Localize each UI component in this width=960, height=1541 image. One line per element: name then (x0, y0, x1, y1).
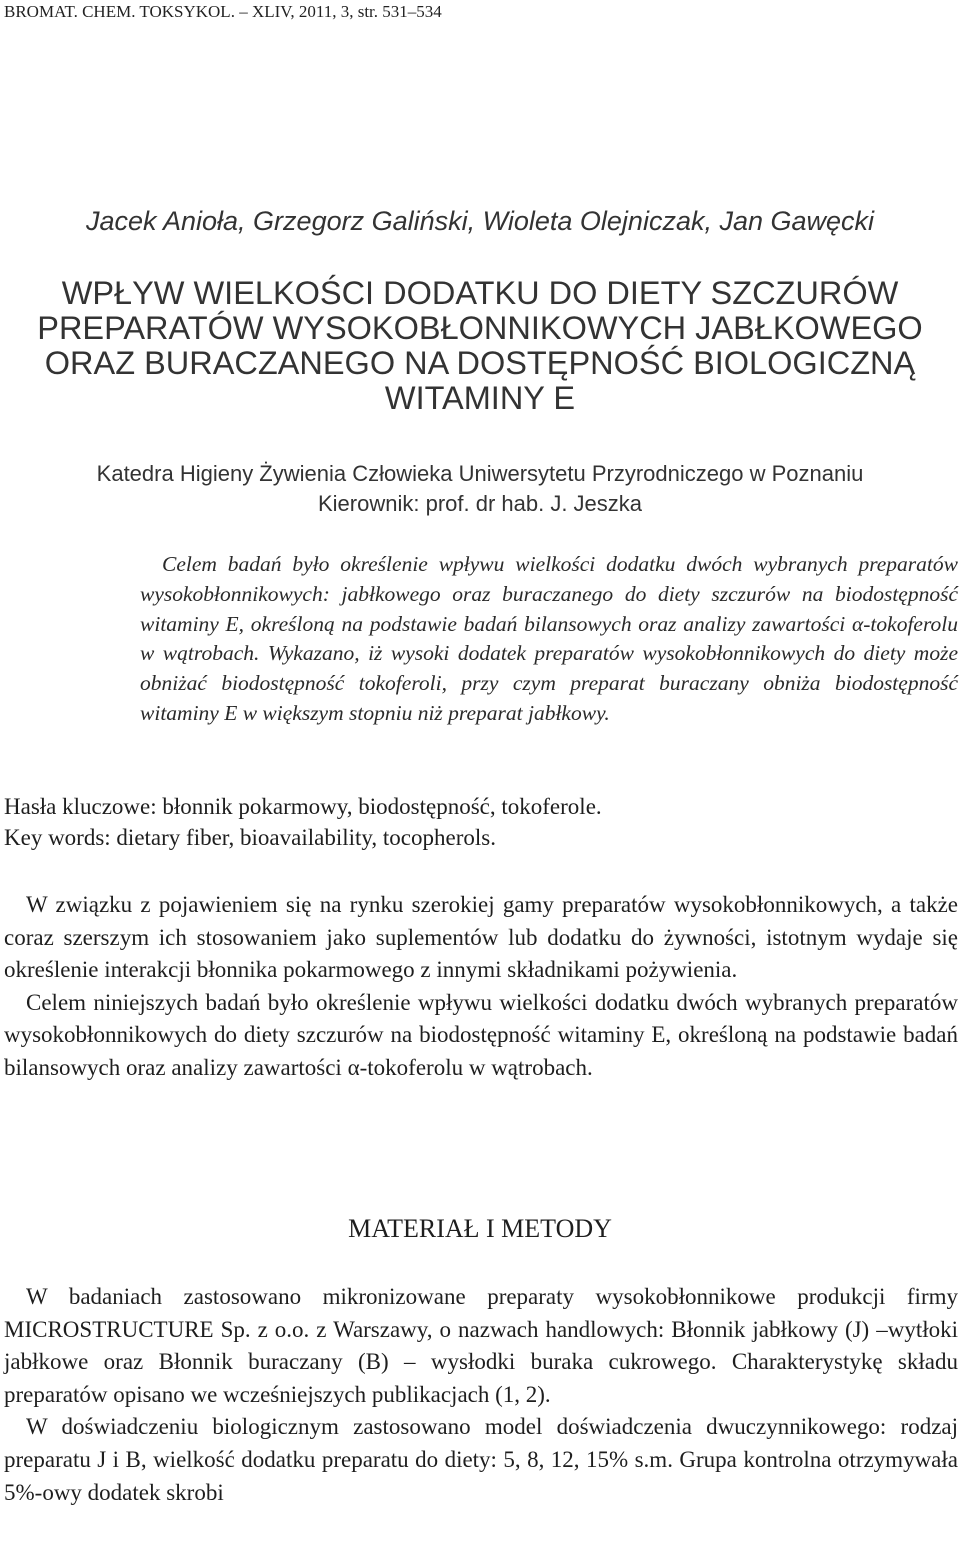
section-heading-methods: MATERIAŁ I METODY (348, 1214, 612, 1243)
abstract-text: Celem badań było określenie wpływu wielkości dodatku dwóch wybranych preparatów wysokobłonnikowych: jabłkowego oraz buraczanego do diety szczurów na biodostępność witaminy E, określoną na podstawie badań bilansowych oraz analizy zawartości α-tokoferolu w wątrobach. Wykazano, iż wysoki dodatek preparatów wysokobłonnikowych do diety może obniżać biodostępność tokoferoli, przy czym preparat buraczany obniża biodostępność witaminy E w większym stopniu niż preparat jabłkowy. (140, 552, 958, 725)
methods-section (4, 1281, 958, 1509)
paragraph: Celem niniejszych badań było określenie wpływu wielkości dodatku dwóch wybranych preparatów wysokobłonnikowych do diety szczurów na biodostępność witaminy E, określoną na podstawie badań bilansowych oraz analizy zawartości α-tokoferolu w wątrobach. (4, 989, 958, 1080)
keywords-polish: Hasła kluczowe: błonnik pokarmowy, biodostępność, tokoferole. (4, 794, 602, 819)
title-line: WITAMINY E (384, 380, 576, 416)
title-line: PREPARATÓW WYSOKOBŁONNIKOWYCH JABŁKOWEGO (37, 310, 923, 346)
journal-header: BROMAT. CHEM. TOKSYKOL. – XLIV, 2011, 3, str. 531–534 (4, 2, 442, 21)
keywords-english: Key words: dietary fiber, bioavailability, tocopherols. (4, 825, 496, 850)
paragraph: W badaniach zastosowano mikronizowane preparaty wysokobłonnikowe produkcji firmy MICROSTRUCTURE Sp. z o.o. z Warszawy, o nazwach handlowych: Błonnik jabłkowy (J) –wytłoki jabłkowe oraz Błonnik buraczany (B) – wysłodki buraka cukrowego. Charakterystykę składu preparatów opisano we wcześniejszych publikacjach (1, 2). (4, 1284, 958, 1407)
title-line: WPŁYW WIELKOŚCI DODATKU DO DIETY SZCZURÓW (61, 275, 899, 311)
keywords (4, 791, 954, 853)
title-line: ORAZ BURACZANEGO NA DOSTĘPNOŚĆ BIOLOGICZNĄ (44, 345, 916, 381)
paragraph: W związku z pojawieniem się na rynku szerokiej gamy preparatów wysokobłonnikowych, a także coraz szerszym ich stosowaniem jako suplementów lub dodatku do żywności, istotnym wydaje się określenie interakcji błonnika pokarmowego z innymi składnikami pożywienia. (4, 892, 958, 983)
paragraph: W doświadczeniu biologicznym zastosowano model doświadczenia dwuczynnikowego: rodzaj preparatu J i B, wielkość dodatku preparatu do diety: 5, 8, 12, 15% s.m. Grupa kontrolna otrzymywała 5%-owy dodatek skrobi (4, 1414, 958, 1505)
affiliation (0, 459, 960, 519)
introduction (4, 889, 958, 1085)
paper-title (0, 276, 960, 416)
authors: Jacek Anioła, Grzegorz Galiński, Wioleta Olejniczak, Jan Gawęcki (85, 206, 875, 236)
abstract (140, 550, 958, 729)
department: Katedra Higieny Żywienia Człowieka Uniwersytetu Przyrodniczego w Poznaniu (96, 461, 864, 486)
department-head: Kierownik: prof. dr hab. J. Jeszka (317, 491, 643, 516)
